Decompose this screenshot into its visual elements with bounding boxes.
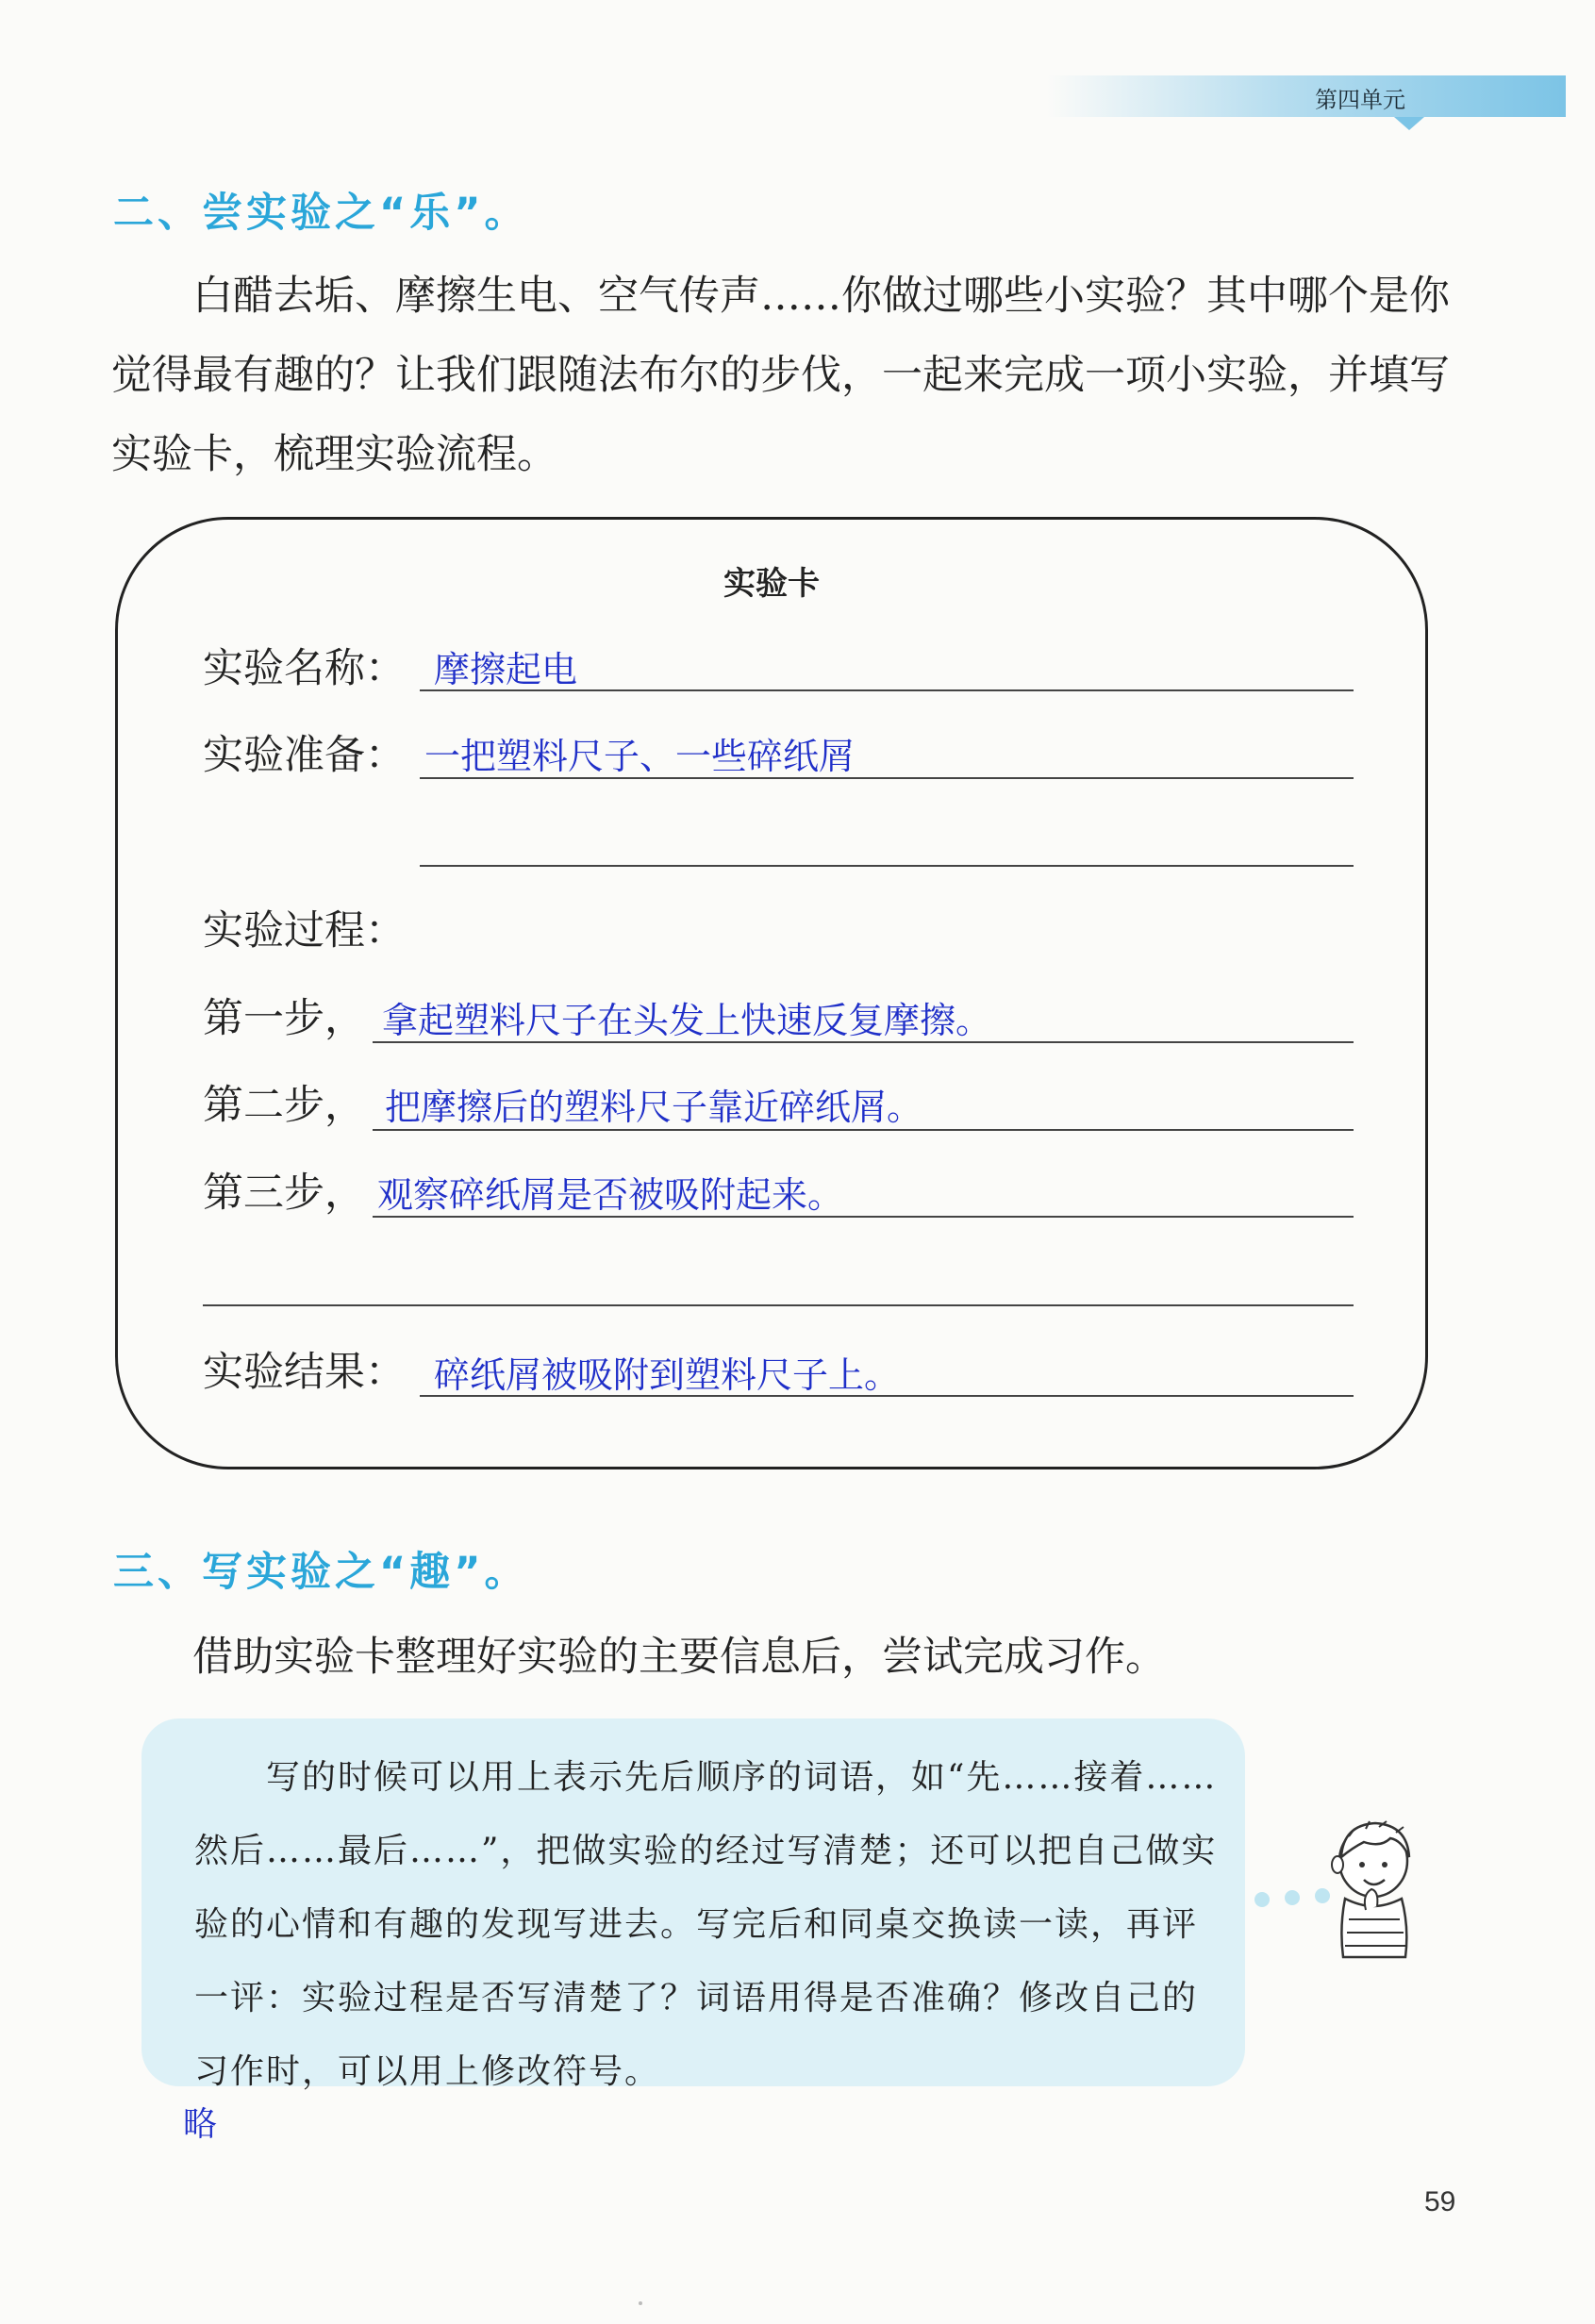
prep-answer: 一把塑料尺子、一些碎纸屑 [424, 738, 856, 777]
step-2-label: 第二步， [203, 1082, 365, 1129]
unit-banner [1047, 75, 1566, 117]
section-2-paragraph [111, 257, 1451, 494]
name-answer: 摩擦起电 [434, 651, 578, 690]
step-1-answer: 拿起塑料尺子在头发上快速反复摩擦。 [382, 1002, 992, 1041]
tip-box [141, 1718, 1245, 2091]
banner-notch [1394, 117, 1424, 130]
answer-note: 略 [183, 2104, 218, 2143]
child-illustration-icon [1321, 1816, 1429, 1962]
bottom-dot [639, 2301, 642, 2305]
extra-process-line [203, 1304, 1354, 1306]
step-3-line [373, 1216, 1354, 1218]
section-3-paragraph [111, 1618, 1451, 1697]
result-label: 实验结果： [203, 1349, 406, 1396]
step-3-label: 第三步， [203, 1170, 365, 1217]
step-1-label: 第一步， [203, 995, 365, 1042]
card-title: 实验卡 [723, 565, 820, 603]
page-number: 59 [1424, 2186, 1456, 2217]
process-label: 实验过程： [203, 907, 406, 954]
prep-line [420, 777, 1354, 779]
section-3-heading: 三、写实验之“趣”。 [113, 1549, 529, 1596]
step-1-line [373, 1041, 1354, 1043]
tip-text [194, 1741, 1222, 2109]
prep-line-extra [420, 865, 1354, 867]
experiment-card [115, 517, 1428, 1469]
step-2-line [373, 1129, 1354, 1131]
section-2-heading: 二、尝实验之“乐”。 [113, 190, 529, 237]
section-2-paragraph-text: 白醋去垢、摩擦生电、空气传声……你做过哪些小实验？其中哪个是你觉得最有趣的？让我们跟随法布尔的步伐，一起来完成一项小实验，并填写实验卡，梳理实验流程。 [111, 273, 1450, 478]
section-3-paragraph-text: 借助实验卡整理好实验的主要信息后，尝试完成习作。 [192, 1634, 1166, 1681]
result-answer: 碎纸屑被吸附到塑料尺子上。 [434, 1356, 901, 1396]
name-line [420, 689, 1354, 691]
name-label: 实验名称： [203, 645, 406, 692]
tip-text-content: 写的时候可以用上表示先后顺序的词语，如“先……接着……然后……最后……”，把做实验的经过写清楚；还可以把自己做实验的心情和有趣的发现写进去。写完后和同桌交换读一读，再评一评：实验过程是否写清楚了？词语用得是否准确？修改自己的习作时，可以用上修改符号。 [194, 1758, 1218, 2091]
step-2-answer: 把摩擦后的塑料尺子靠近碎纸屑。 [385, 1088, 923, 1128]
result-line [420, 1395, 1354, 1397]
step-3-answer: 观察碎纸屑是否被吸附起来。 [377, 1176, 844, 1216]
prep-label: 实验准备： [203, 732, 406, 779]
unit-label: 第四单元 [1315, 88, 1405, 113]
